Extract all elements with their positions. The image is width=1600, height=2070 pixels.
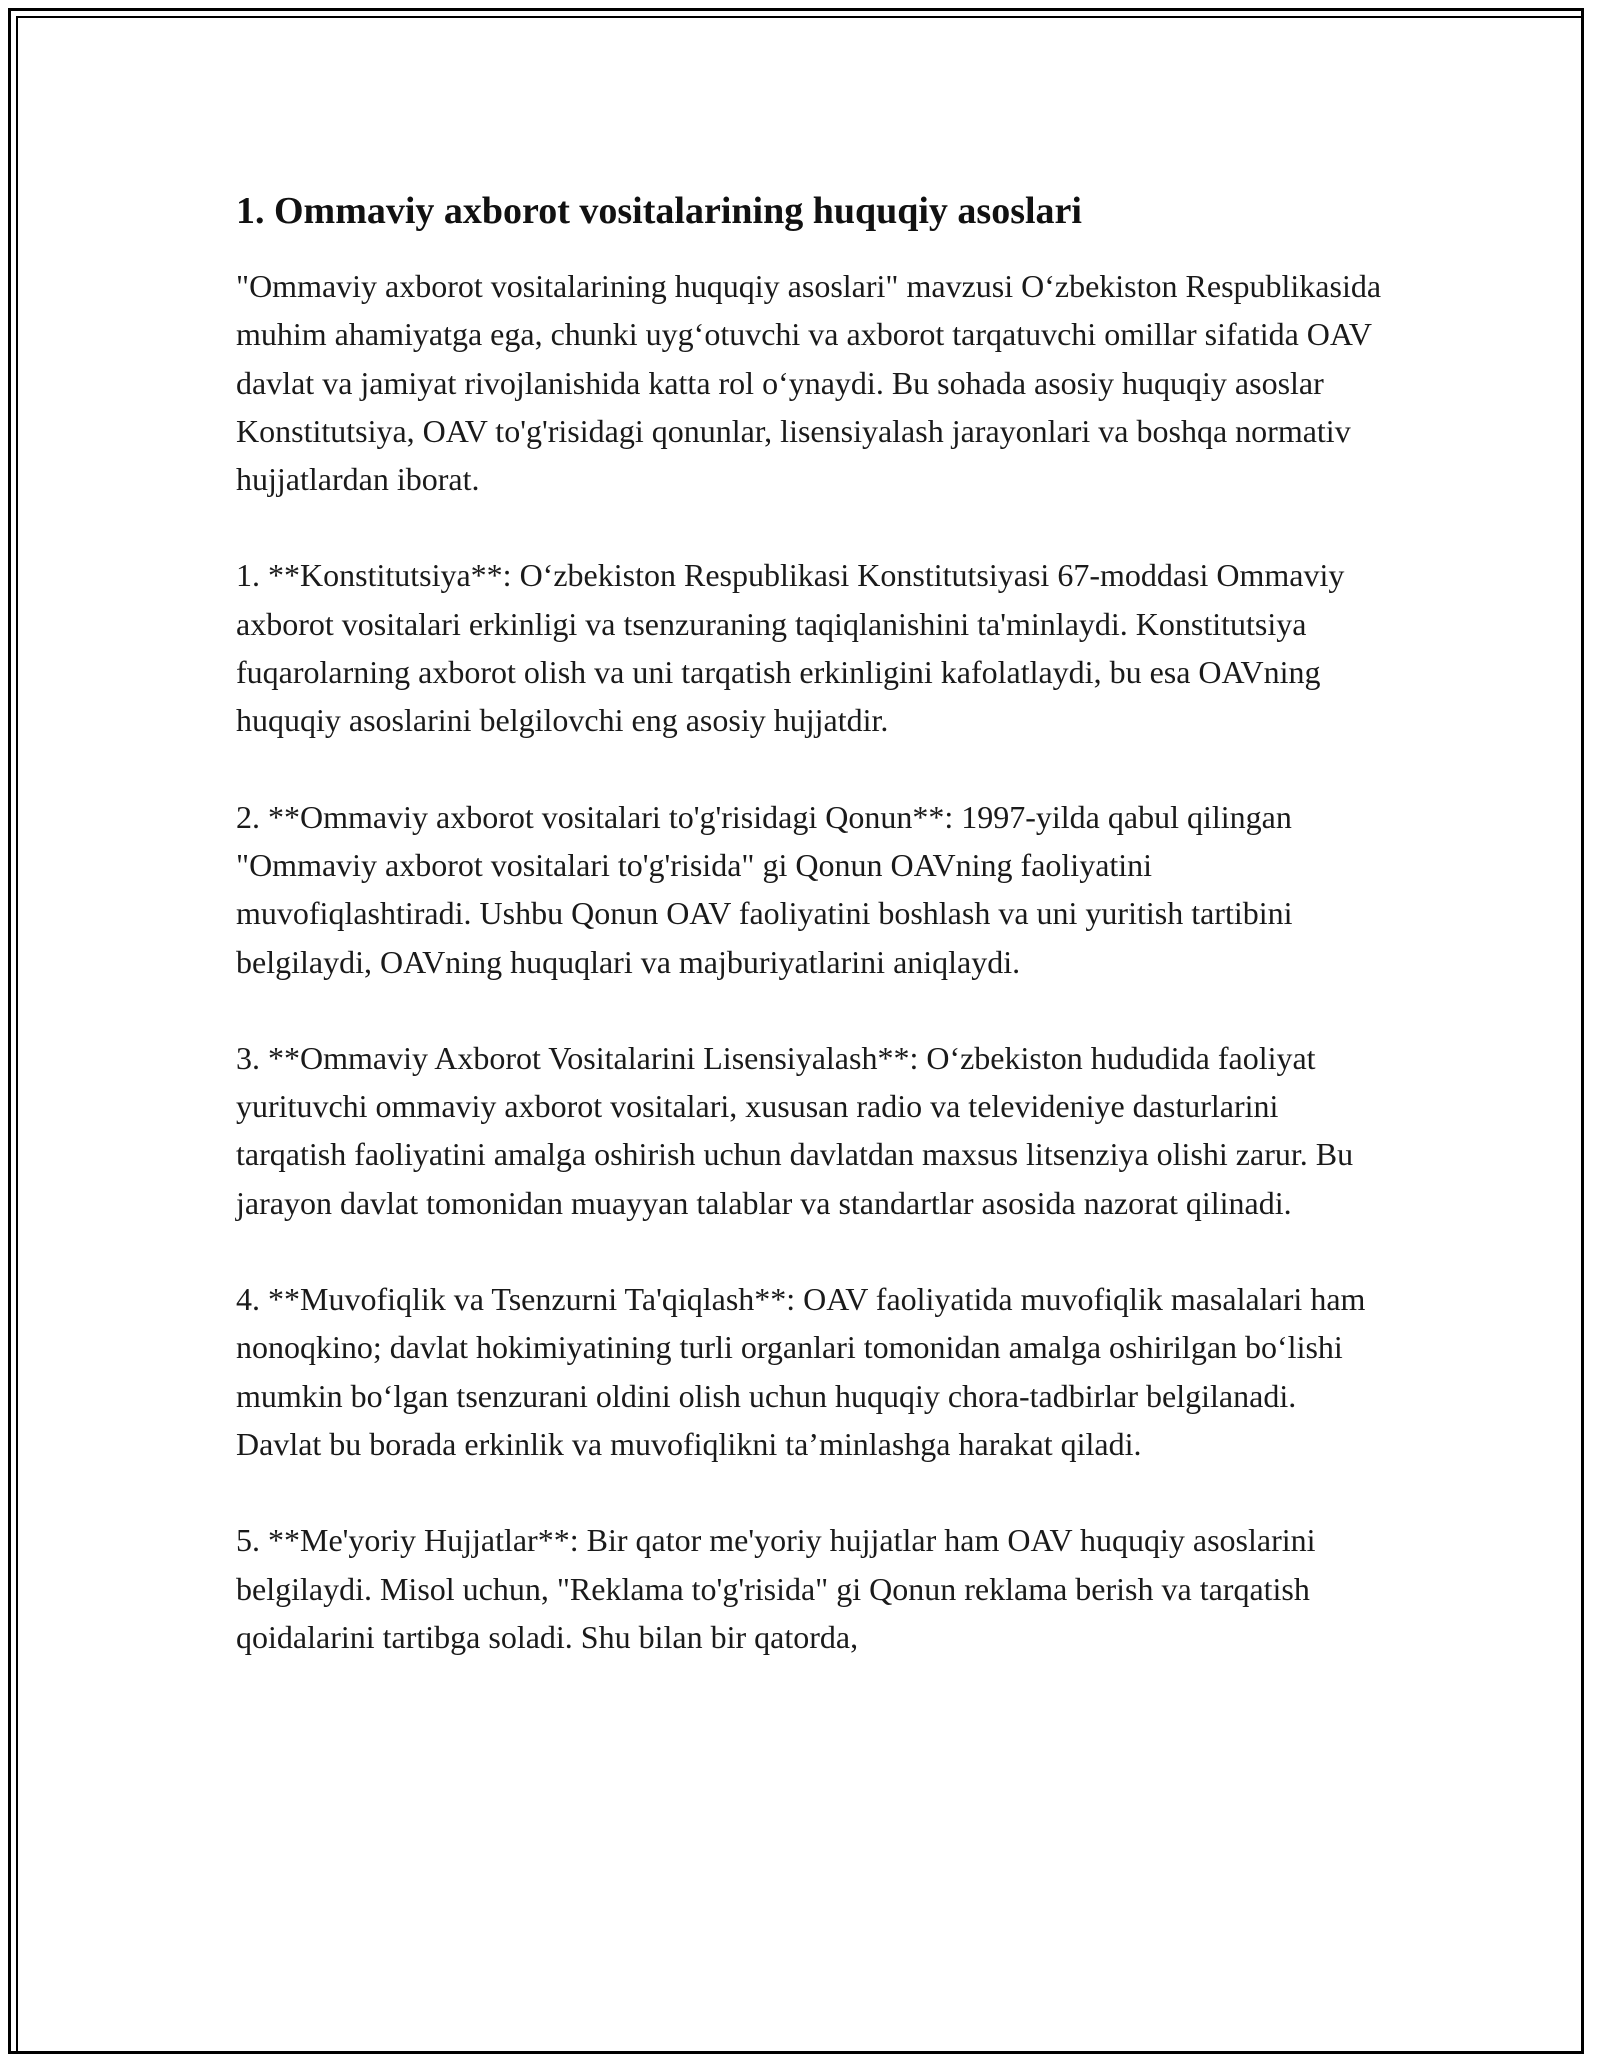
- paragraph-lisensiyalash: 3. **Ommaviy Axborot Vositalarini Lisensiyalash**: O‘zbekiston hududida faoliyat yurituvchi ommaviy axborot vositalari, xususan radio va televideniye dasturlarini tarqatish faoliyatini amalga oshirish uchun davlatdan maxsus litsenziya olishi zarur. Bu jarayon davlat tomonidan muayyan talablar va standartlar asosida nazorat qilinadi.: [236, 1039, 1354, 1221]
- document-title: 1. Ommaviy axborot vositalarining huquqiy asoslari: [236, 190, 1082, 232]
- paragraph-konstitutsiya: 1. **Konstitutsiya**: O‘zbekiston Respublikasi Konstitutsiyasi 67-moddasi Ommaviy axborot vositalari erkinligi va tsenzuraning taqiqlanishini ta'minlaydi. Konstitutsiya fuqarolarning axborot olish va uni tarqatish erkinligini kafolatlaydi, bu esa OAVning huquqiy asoslarini belgilovchi eng asosiy hujjatdir.: [236, 557, 1345, 739]
- document-body: [236, 186, 1386, 1709]
- paragraph-muvofiqlik: 4. **Muvofiqlik va Tsenzurni Ta'qiqlash**: OAV faoliyatida muvofiqlik masalalari ham nonoqkino; davlat hokimiyatining turli organlari tomonidan amalga oshirilgan bo‘lishi mumkin bo‘lgan tsenzurani oldini olish uchun huquqiy chora-tadbirlar belgilanadi. Davlat bu borada erkinlik va muvofiqlikni ta’minlashga harakat qiladi.: [236, 1281, 1366, 1462]
- paragraph-intro: "Ommaviy axborot vositalarining huquqiy asoslari" mavzusi O‘zbekiston Respublikasida muhim ahamiyatga ega, chunki uyg‘otuvchi va axborot tarqatuvchi omillar sifatida OAV davlat va jamiyat rivojlanishida katta rol o‘ynaydi. Bu sohada asosiy huquqiy asoslar Konstitutsiya, OAV to'g'risidagi qonunlar, lisensiyalash jarayonlari va boshqa normativ hujjatlardan iborat.: [236, 268, 1382, 498]
- paragraph-oav-qonun: 2. **Ommaviy axborot vositalari to'g'risidagi Qonun**: 1997-yilda qabul qilingan "Ommaviy axborot vositalari to'g'risida" gi Qonun OAVning faoliyatini muvofiqlashtiradi. Ushbu Qonun OAV faoliyatini boshlash va uni yuritish tartibini belgilaydi, OAVning huquqlari va majburiyatlarini aniqlaydi.: [236, 798, 1293, 980]
- paragraph-meyoriy-hujjatlar: 5. **Me'yoriy Hujjatlar**: Bir qator me'yoriy hujjatlar ham OAV huquqiy asoslarini belgilaydi. Misol uchun, "Reklama to'g'risida" gi Qonun reklama berish va tarqatish qoidalarini tartibga soladi. Shu bilan bir qatorda,: [236, 1522, 1316, 1655]
